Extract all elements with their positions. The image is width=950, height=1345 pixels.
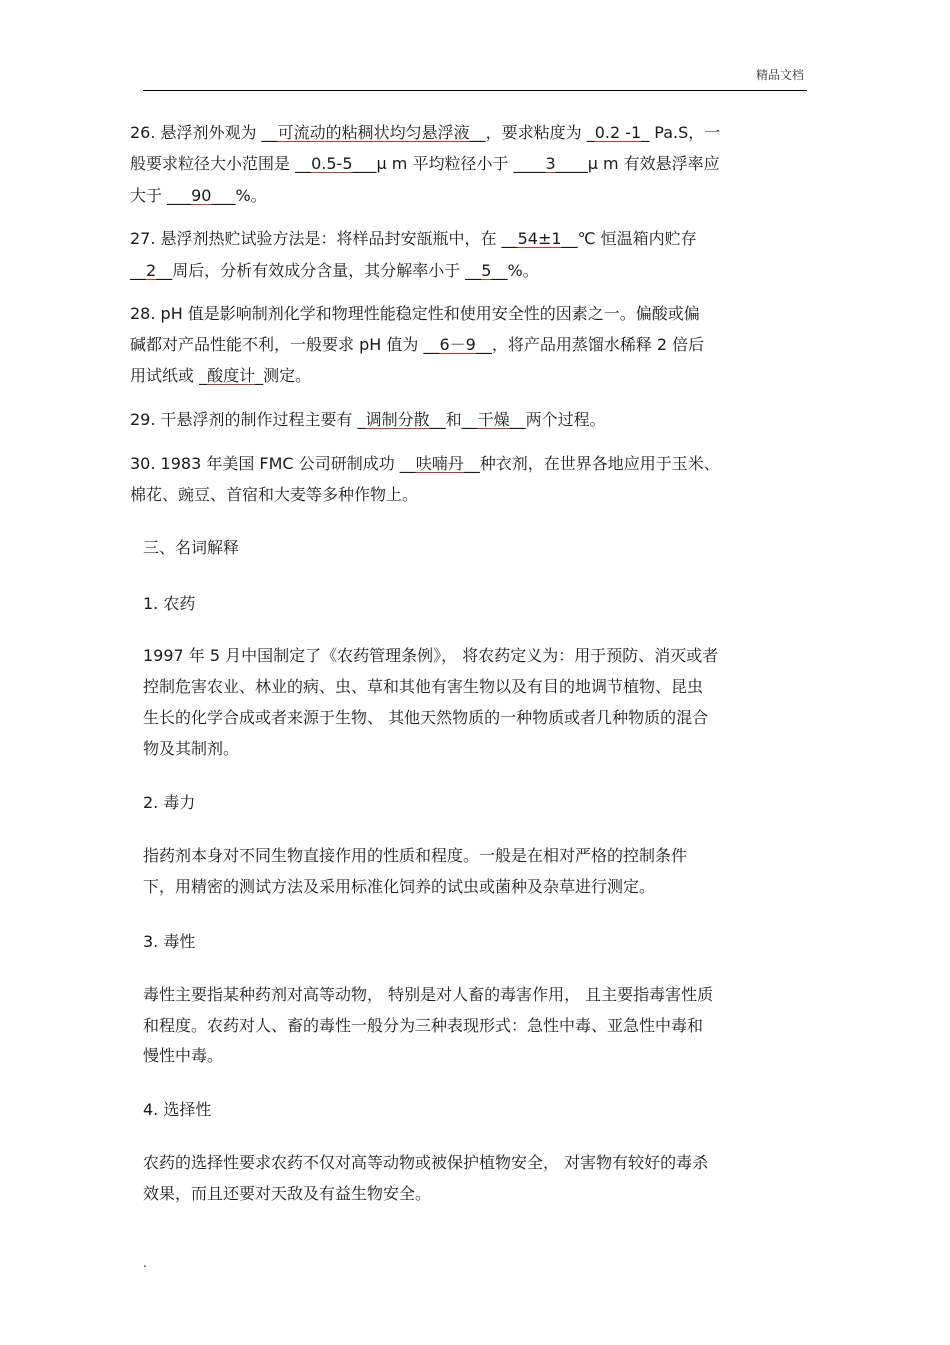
q28-line-3 bbox=[130, 366, 311, 386]
text: __种衣剂，在世界各地应用于玉米、 bbox=[463, 454, 720, 473]
text: __，要求粘度为 _ bbox=[469, 123, 595, 142]
term-text-line: 农药的选择性要求农药不仅对高等动物或被保护植物安全， 对害物有较好的毒杀 bbox=[143, 1153, 709, 1172]
text: 30. 1983 年美国 FMC 公司研制成功 __ bbox=[130, 454, 416, 473]
answer: 可流动的粘稠状均匀悬浮液 bbox=[277, 123, 470, 142]
q28-line-2 bbox=[130, 335, 704, 355]
term-text-line: 物及其制剂。 bbox=[143, 739, 240, 758]
term-text-line: 指药剂本身对不同生物直接作用的性质和程度。一般是在相对严格的控制条件 bbox=[143, 846, 688, 865]
answer: 3 bbox=[545, 154, 556, 173]
answer: 2 bbox=[146, 261, 157, 280]
q26-line-3 bbox=[130, 186, 267, 206]
term-text-line: 控制危害农业、林业的病、虫、草和其他有害生物以及有目的地调节植物、昆虫 bbox=[143, 677, 704, 696]
text: 28. pH 值是影响制剂化学和物理性能稳定性和使用安全性的因素之一。偏酸或偏 bbox=[130, 304, 700, 323]
q26-line-1 bbox=[130, 123, 720, 143]
text: __ bbox=[130, 261, 146, 280]
answer: 呋喃丹 bbox=[415, 454, 464, 473]
text: 26. 悬浮剂外观为 __ bbox=[130, 123, 278, 142]
q30-line-1 bbox=[130, 454, 720, 474]
text: ___μ m 平均粒径小于 ____ bbox=[352, 154, 546, 173]
text: ____μ m 有效悬浮率应 bbox=[555, 154, 720, 173]
section-title: 三、名词解释 bbox=[143, 538, 240, 557]
text: 般要求粒径大小范围是 __ bbox=[130, 154, 312, 173]
term-text-line: 和程度。农药对人、畜的毒性一般分为三种表现形式：急性中毒、亚急性中毒和 bbox=[143, 1016, 704, 1035]
text: 大于 ___ bbox=[130, 186, 192, 205]
answer: 干燥 bbox=[477, 410, 510, 429]
term-text-line: 下，用精密的测试方法及采用标准化饲养的试虫或菌种及杂草进行测定。 bbox=[143, 877, 656, 896]
answer: 0.2 -1 bbox=[594, 123, 642, 142]
text: __，将产品用蒸馏水稀释 2 倍后 bbox=[475, 335, 705, 354]
text: 碱都对产品性能不利，一般要求 pH 值为 __ bbox=[130, 335, 440, 354]
q27-line-1 bbox=[130, 229, 697, 249]
q29-line-1 bbox=[130, 410, 606, 430]
q30-line-2 bbox=[130, 485, 418, 505]
text: __%。 bbox=[491, 261, 539, 280]
answer: 90 bbox=[191, 186, 212, 205]
term-heading: 4. 选择性 bbox=[143, 1100, 212, 1119]
text: __℃ 恒温箱内贮存 bbox=[561, 229, 697, 248]
answer: 酸度计 bbox=[207, 366, 256, 385]
answer: 6－9 bbox=[439, 335, 476, 354]
header-label: 精品文档 bbox=[755, 68, 804, 82]
q27-line-2 bbox=[130, 261, 539, 281]
answer: 调制分散 bbox=[365, 410, 430, 429]
text: _ Pa.S，一 bbox=[641, 123, 721, 142]
q26-line-2 bbox=[130, 154, 720, 174]
answer: 54±1 bbox=[517, 229, 562, 248]
text: ___%。 bbox=[211, 186, 267, 205]
answer: 0.5-5 bbox=[311, 154, 353, 173]
text: 用试纸或 _ bbox=[130, 366, 208, 385]
text: 27. 悬浮剂热贮试验方法是：将样品封安瓿瓶中，在 __ bbox=[130, 229, 518, 248]
term-text-line: 效果，而且还要对天敌及有益生物安全。 bbox=[143, 1184, 432, 1203]
term-text-line: 生长的化学合成或者来源于生物、 其他天然物质的一种物质或者几种物质的混合 bbox=[143, 708, 709, 727]
term-heading: 2. 毒力 bbox=[143, 793, 196, 812]
answer: 5 bbox=[481, 261, 492, 280]
term-text-line: 1997 年 5 月中国制定了《农药管理条例》， 将农药定义为：用于预防、消灭或者 bbox=[143, 646, 719, 665]
header-rule bbox=[143, 90, 807, 91]
text: __周后，分析有效成分含量，其分解率小于 __ bbox=[156, 261, 482, 280]
text: 棉花、豌豆、首宿和大麦等多种作物上。 bbox=[130, 485, 419, 504]
text: 29. 干悬浮剂的制作过程主要有 _ bbox=[130, 410, 366, 429]
text: __和__ bbox=[429, 410, 478, 429]
term-heading: 3. 毒性 bbox=[143, 932, 196, 951]
text: __两个过程。 bbox=[509, 410, 606, 429]
footer-mark: . bbox=[143, 1256, 147, 1270]
term-text-line: 慢性中毒。 bbox=[143, 1046, 224, 1065]
text: _测定。 bbox=[255, 366, 312, 385]
term-text-line: 毒性主要指某种药剂对高等动物， 特别是对人畜的毒害作用， 且主要指毒害性质 bbox=[143, 985, 714, 1004]
term-heading: 1. 农药 bbox=[143, 594, 196, 613]
q28-line-1 bbox=[130, 304, 700, 324]
